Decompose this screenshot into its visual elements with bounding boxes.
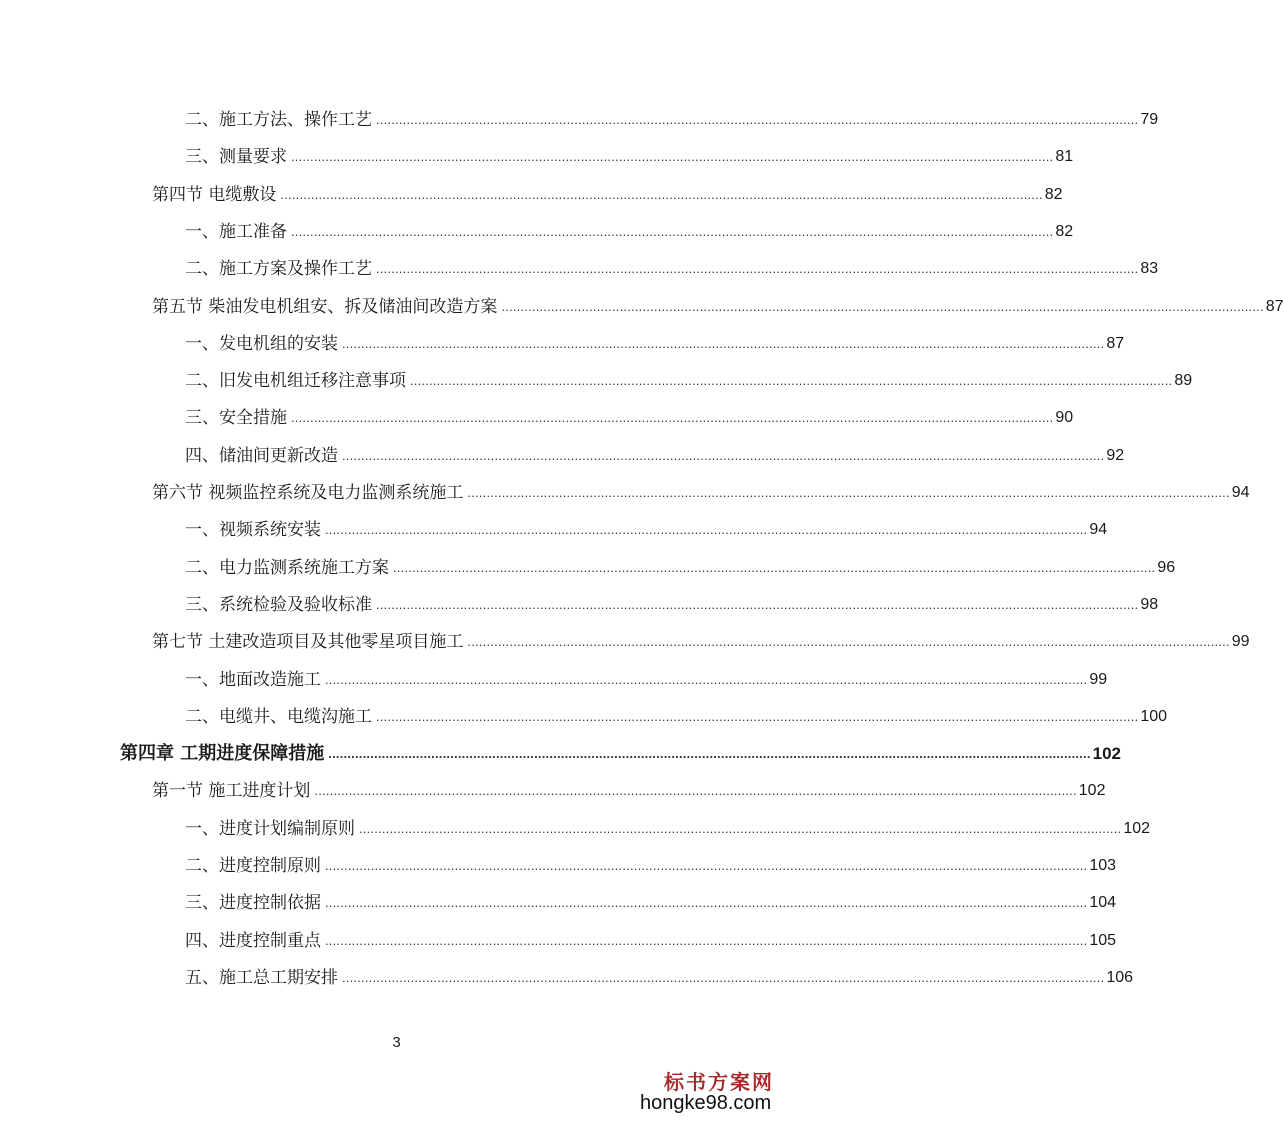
toc-entry-title: 一、发电机组的安装 [185,334,338,354]
toc-entry-item[interactable] [185,813,1151,841]
toc-entry-page: 94 [1231,484,1250,501]
toc-entry-title: 第一节 施工进度计划 [152,781,311,801]
toc-dot-leader: ........................................................................................................................................................................................................ [325,522,1088,537]
toc-entry-page: 82 [1055,223,1074,240]
toc-entry-page: 102 [1123,820,1151,837]
toc-dot-leader: ........................................................................................................................................................................................................ [467,634,1230,649]
toc-dot-leader: ........................................................................................................................................................................................................ [325,672,1088,687]
toc-entry-title: 第四章 工期进度保障措施 [120,743,325,764]
toc-dot-leader: ........................................................................................................................................................................................................ [342,448,1105,463]
toc-entry-item[interactable] [185,104,1159,132]
toc-entry-section[interactable] [152,179,1063,207]
toc-entry-title: 第七节 土建改造项目及其他零星项目施工 [152,632,464,652]
toc-entry-title: 四、进度控制重点 [185,931,321,951]
toc-dot-leader: ........................................................................................................................................................................................................ [393,560,1156,575]
toc-entry-title: 一、视频系统安装 [185,520,321,540]
toc-dot-leader: ........................................................................................................................................................................................................ [342,336,1105,351]
toc-entry-title: 二、电缆井、电缆沟施工 [185,707,372,727]
toc-entry-title: 二、进度控制原则 [185,856,321,876]
toc-entry-section[interactable] [152,626,1250,654]
toc-entry-title: 二、旧发电机组迁移注意事项 [185,371,406,391]
toc-dot-leader: ........................................................................................................................................................................................................ [325,895,1088,910]
toc-entry-title: 第六节 视频监控系统及电力监测系统施工 [152,483,464,503]
toc-dot-leader: ........................................................................................................................................................................................................ [376,261,1139,276]
page-number: 3 [392,1034,401,1051]
toc-entry-page: 102 [1092,744,1122,763]
toc-entry-page: 100 [1140,708,1168,725]
toc-dot-leader: ........................................................................................................................................................................................................ [501,299,1264,314]
toc-dot-leader: ........................................................................................................................................................................................................ [291,149,1054,164]
toc-entry-section[interactable] [152,291,1284,319]
toc-entry-page: 79 [1140,111,1159,128]
toc-entry-page: 103 [1089,857,1117,874]
toc-dot-leader: ........................................................................................................................................................................................................ [280,187,1043,202]
toc-entry-title: 第四节 电缆敷设 [152,185,277,205]
toc-entry-item[interactable] [185,514,1108,542]
toc-entry-page: 104 [1089,894,1117,911]
toc-entry-item[interactable] [185,962,1134,990]
toc-entry-item[interactable] [185,216,1074,244]
toc-dot-leader: ........................................................................................................................................................................................................ [376,597,1139,612]
toc-entry-item[interactable] [185,850,1117,878]
toc-entry-item[interactable] [185,664,1108,692]
toc-entry-page: 96 [1157,559,1176,576]
toc-entry-page: 90 [1055,409,1074,426]
toc-entry-item[interactable] [185,701,1168,729]
toc-entry-item[interactable] [185,925,1117,953]
toc-entry-title: 一、地面改造施工 [185,670,321,690]
toc-entry-section[interactable] [152,477,1250,505]
toc-entry-item[interactable] [185,440,1125,468]
toc-entry-item[interactable] [185,552,1176,580]
toc-entry-title: 三、测量要求 [185,147,287,167]
toc-dot-leader: ........................................................................................................................................................................................................ [376,709,1139,724]
toc-entry-page: 81 [1055,148,1074,165]
toc-entry-title: 三、进度控制依据 [185,893,321,913]
toc-dot-leader: ........................................................................................................................................................................................................ [314,783,1077,798]
toc-dot-leader: ........................................................................................................................................................................................................ [325,858,1088,873]
toc-entry-page: 102 [1078,782,1106,799]
toc-entry-chapter[interactable] [120,738,1122,766]
toc-dot-leader: ........................................................................................................................................................................................................ [291,224,1054,239]
toc-entry-item[interactable] [185,365,1193,393]
toc-entry-title: 五、施工总工期安排 [185,968,338,988]
toc-entry-title: 四、储油间更新改造 [185,446,338,466]
watermark-url: hongke98.com [640,1092,772,1114]
toc-entry-section[interactable] [152,775,1106,803]
toc-entry-item[interactable] [185,141,1074,169]
toc-entry-item[interactable] [185,887,1117,915]
toc-entry-title: 二、电力监测系统施工方案 [185,558,389,578]
toc-entry-title: 一、进度计划编制原则 [185,819,355,839]
toc-entry-item[interactable] [185,402,1074,430]
toc-entry-item[interactable] [185,253,1159,281]
toc-entry-item[interactable] [185,328,1125,356]
toc-entry-page: 92 [1106,447,1125,464]
toc-entry-page: 94 [1089,521,1108,538]
toc-dot-leader: ........................................................................................................................................................................................................ [467,485,1230,500]
toc-entry-page: 82 [1044,186,1063,203]
toc-entry-page: 99 [1089,671,1108,688]
toc-entry-page: 89 [1174,372,1193,389]
toc-entry-item[interactable] [185,589,1159,617]
toc-dot-leader: ........................................................................................................................................................................................................ [328,746,1091,761]
toc-entry-page: 87 [1265,298,1284,315]
watermark-title: 标书方案网 [664,1070,774,1094]
toc-entry-title: 三、安全措施 [185,408,287,428]
toc-dot-leader: ........................................................................................................................................................................................................ [325,933,1088,948]
toc-entry-page: 106 [1106,969,1134,986]
toc-entry-title: 二、施工方案及操作工艺 [185,259,372,279]
toc-dot-leader: ........................................................................................................................................................................................................ [410,373,1173,388]
toc-entry-page: 98 [1140,596,1159,613]
toc-entry-page: 105 [1089,932,1117,949]
toc-dot-leader: ........................................................................................................................................................................................................ [342,970,1105,985]
toc-entry-page: 83 [1140,260,1159,277]
toc-entry-title: 三、系统检验及验收标准 [185,595,372,615]
toc-entry-title: 一、施工准备 [185,222,287,242]
toc-entry-page: 99 [1231,633,1250,650]
toc-entry-title: 二、施工方法、操作工艺 [185,110,372,130]
toc-dot-leader: ........................................................................................................................................................................................................ [359,821,1122,836]
toc-entry-title: 第五节 柴油发电机组安、拆及储油间改造方案 [152,297,498,317]
toc-dot-leader: ........................................................................................................................................................................................................ [291,410,1054,425]
toc-dot-leader: ........................................................................................................................................................................................................ [376,112,1139,127]
toc-entry-page: 87 [1106,335,1125,352]
